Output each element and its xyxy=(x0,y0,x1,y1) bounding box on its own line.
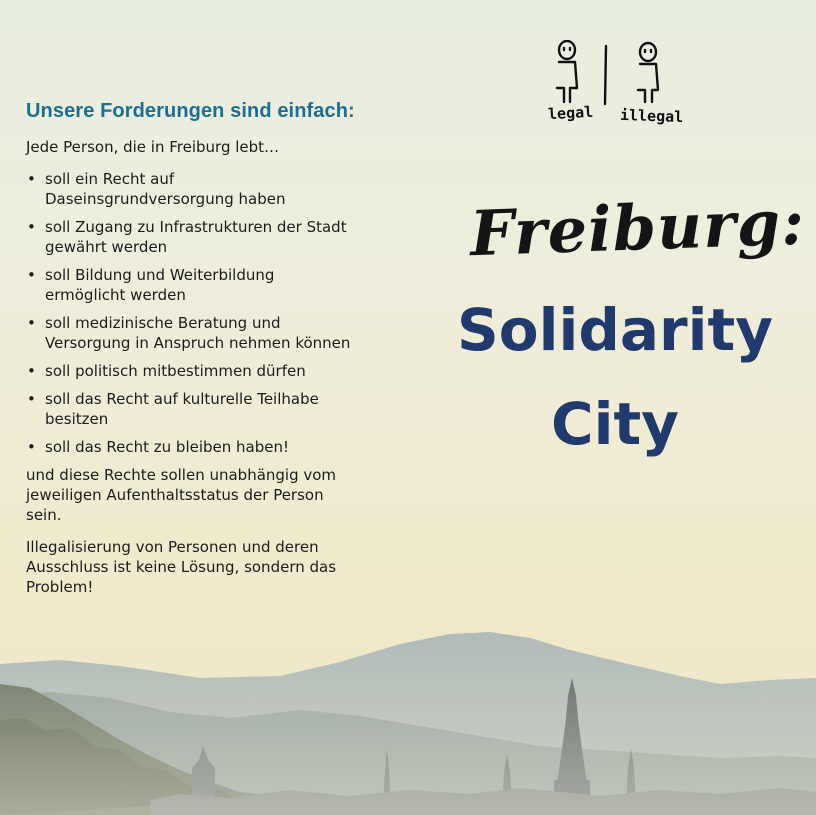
demand-text: soll das Recht auf kulturelle Teilhabe besitzen xyxy=(45,390,319,428)
demands-column xyxy=(26,100,356,609)
title-freiburg: Freiburg: xyxy=(468,185,807,271)
demand-text: soll ein Recht auf Daseinsgrundversorgung haben xyxy=(45,170,286,208)
demand-text: soll Bildung und Weiterbildung ermöglicht werden xyxy=(45,266,275,304)
title-city: City xyxy=(551,390,679,458)
bullet: • xyxy=(27,218,36,236)
bullet: • xyxy=(27,170,36,188)
demand-text: soll Zugang zu Infrastrukturen der Stadt gewährt werden xyxy=(45,218,347,256)
closing-paragraph: und diese Rechte sollen unabhängig vom jeweiligen Aufenthaltsstatus der Person sein. xyxy=(26,466,337,524)
demand-text: soll medizinische Beratung und Versorgung in Anspruch nehmen können xyxy=(45,314,351,352)
title-solidarity: Solidarity xyxy=(456,296,774,364)
final-paragraph: Illegalisierung von Personen und deren Ausschluss ist keine Lösung, sondern das Problem! xyxy=(26,538,337,596)
bullet: • xyxy=(27,362,36,380)
demands-intro: Jede Person, die in Freiburg lebt… xyxy=(26,138,280,156)
demands-heading: Unsere Forderungen sind einfach: xyxy=(26,100,355,122)
bullet: • xyxy=(27,438,36,456)
list-item xyxy=(26,217,356,257)
list-item xyxy=(26,389,356,429)
list-item xyxy=(26,437,356,457)
demand-text: soll politisch mitbestimmen dürfen xyxy=(45,362,306,380)
list-item xyxy=(26,313,356,353)
freiburg-skyline-landscape xyxy=(0,600,816,815)
bullet: • xyxy=(27,266,36,284)
list-item xyxy=(26,361,356,381)
logo-label-legal: legal xyxy=(547,102,594,124)
logo-label-illegal: illegal xyxy=(619,105,684,127)
list-item xyxy=(26,169,356,209)
bullet: • xyxy=(27,390,36,408)
legal-illegal-logo xyxy=(547,40,684,135)
list-item xyxy=(26,265,356,305)
demand-text: soll das Recht zu bleiben haben! xyxy=(45,438,289,456)
demands-list xyxy=(26,169,356,457)
bullet: • xyxy=(27,314,36,332)
